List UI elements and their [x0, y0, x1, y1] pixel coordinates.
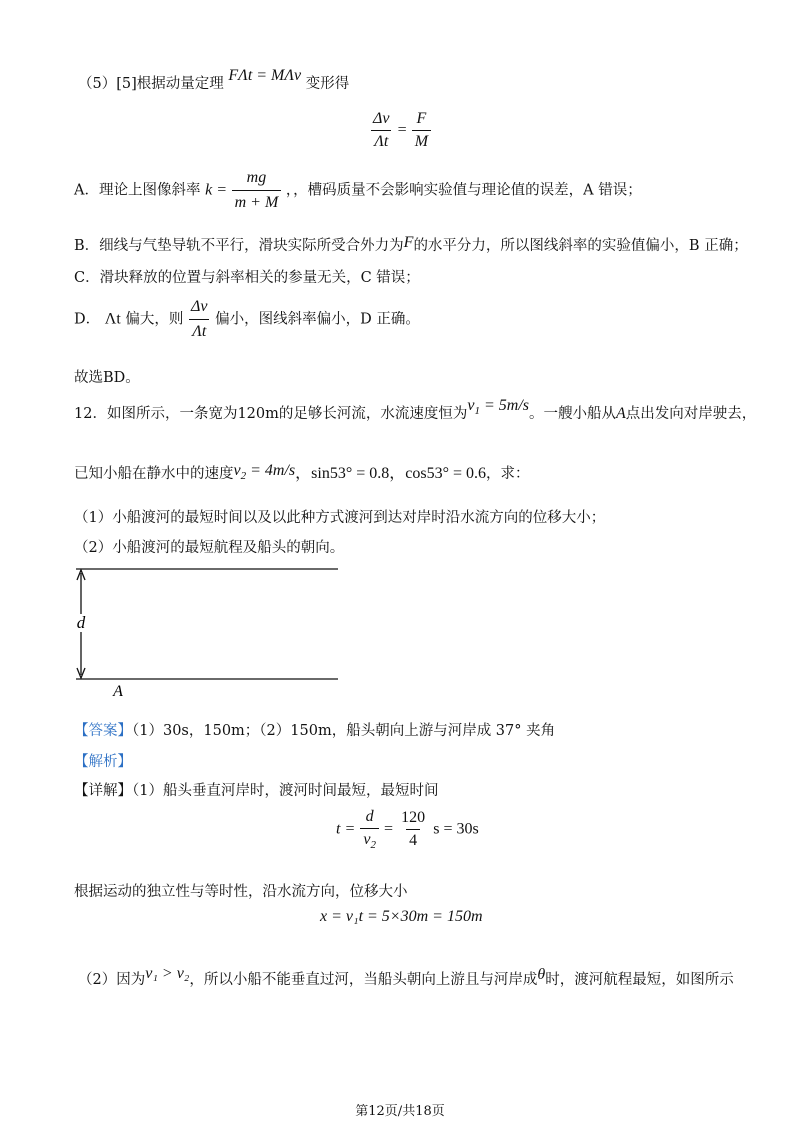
page-footer: 第12页/共18页 [355, 1104, 445, 1119]
v2-sub: 2 [240, 470, 247, 483]
v2-value: = 4m/s [246, 462, 296, 479]
option-d-numerator: Δv [191, 298, 208, 315]
part2-v1-gt-v2: v₁ > v₂ [145, 965, 190, 982]
v2-symbol: v [233, 462, 241, 479]
slope-numerator: mg [246, 169, 267, 186]
time-den-4: 4 [406, 829, 420, 850]
option-a-suffix: ，，槽码质量不会影响实验值与理论值的误差，A 错误； [285, 182, 642, 199]
displacement-equation: x = v₁t = 5×30m = 150m [320, 908, 483, 925]
analysis-tag: 【解析】 [74, 754, 132, 770]
option-c: C．滑块释放的位置与斜率相关的参量无关，C 错误； [74, 270, 420, 286]
q12-sub2: （2）小船渡河的最短航程及船头的朝向。 [74, 540, 345, 556]
q12-line2b: ，求： [486, 466, 530, 482]
q12-line2a: 已知小船在静水中的速度 [74, 466, 234, 482]
time-equation [336, 808, 479, 851]
option-b-text2: 的水平分力，所以图线斜率的实验值偏小，B 正确； [413, 238, 748, 254]
part5-line [78, 67, 350, 94]
v1-symbol: v [467, 397, 475, 414]
answer-text: （1）30s，150m；（2）150m，船头朝向上游与河岸成 37° 夹角 [132, 723, 556, 739]
answer-tag: 【答案】 [74, 723, 132, 739]
theta-symbol: θ [537, 966, 546, 983]
part2-line [78, 965, 734, 990]
time-result: s = 30s [433, 820, 479, 838]
eq-equals: = [397, 121, 407, 139]
conclusion: 故选BD。 [74, 370, 140, 386]
momentum-formula: FΛt = MΛv [228, 67, 302, 84]
answer-line [74, 721, 555, 741]
eq-rhs-numerator: F [416, 110, 427, 127]
option-d-prefix: D． [74, 311, 101, 328]
option-b-text1: B．细线与气垫导轨不平行，滑块实际所受合外力为 [74, 238, 404, 254]
option-d-dt: Λt [104, 310, 121, 328]
q12-line2 [74, 464, 530, 489]
option-b [74, 236, 748, 256]
q12-line1b: 。一艘小船从 [529, 406, 617, 422]
river-figure [70, 560, 350, 700]
q12-line1a: 12．如图所示，一条宽为120m的足够长河流，水流速度恒为 [74, 406, 468, 422]
time-num-120: 120 [401, 809, 426, 827]
point-a-label: A [113, 683, 123, 700]
v1-value: = 5m/s [479, 397, 530, 414]
part2-c: 时，渡河航程最短，如图所示 [545, 972, 734, 988]
part2-b: ，所以小船不能垂直过河，当船头朝向上游且与河岸成 [189, 972, 538, 988]
time-num-d: d [365, 808, 374, 825]
option-a-prefix: A．理论上图像斜率 [74, 182, 201, 199]
width-label-d: d [76, 613, 86, 632]
force-f: F [403, 234, 414, 251]
part5-label: （5）[5]根据动量定理 [78, 76, 224, 92]
part5-suffix: 变形得 [305, 76, 350, 92]
option-d-mid: 偏大，则 [125, 311, 184, 328]
cos-value: ，cos53° = 0.6 [389, 465, 487, 482]
option-d-denominator: Λt [189, 319, 209, 342]
independence-text: 根据运动的独立性与等时性，沿水流方向，位移大小 [74, 884, 408, 900]
option-d-suffix: 偏小，图线斜率偏小，D 正确。 [215, 311, 420, 328]
part2-a: （2）因为 [78, 972, 146, 988]
option-a [74, 168, 642, 213]
slope-k: k = [205, 181, 227, 199]
eq-rhs-denominator: M [412, 130, 431, 151]
slope-denominator: m + M [232, 190, 282, 213]
time-eq2: = [384, 820, 394, 838]
option-d [74, 297, 420, 342]
time-den-v: v [363, 831, 371, 848]
eq-lhs-denominator: Λt [371, 130, 391, 151]
t-symbol: t = [336, 820, 356, 838]
v1-sub: 1 [474, 405, 480, 418]
q12-line1 [74, 397, 757, 429]
detail-text: （1）船头垂直河岸时，渡河时间最短，最短时间 [132, 783, 439, 799]
eq-lhs-numerator: Δv [373, 110, 390, 127]
detail-tag: 【详解】 [74, 783, 132, 799]
point-a-ref: A [616, 405, 626, 422]
q12-sub1: （1）小船渡河的最短时间以及以此种方式渡河到达对岸时沿水流方向的位移大小； [74, 510, 606, 526]
detail-line [74, 781, 438, 801]
sin-value: ，sin53° = 0.8 [295, 465, 390, 482]
time-den-sub: 2 [370, 839, 376, 852]
q12-line1c: 点出发向对岸驶去， [625, 406, 757, 422]
derived-equation [370, 110, 431, 151]
